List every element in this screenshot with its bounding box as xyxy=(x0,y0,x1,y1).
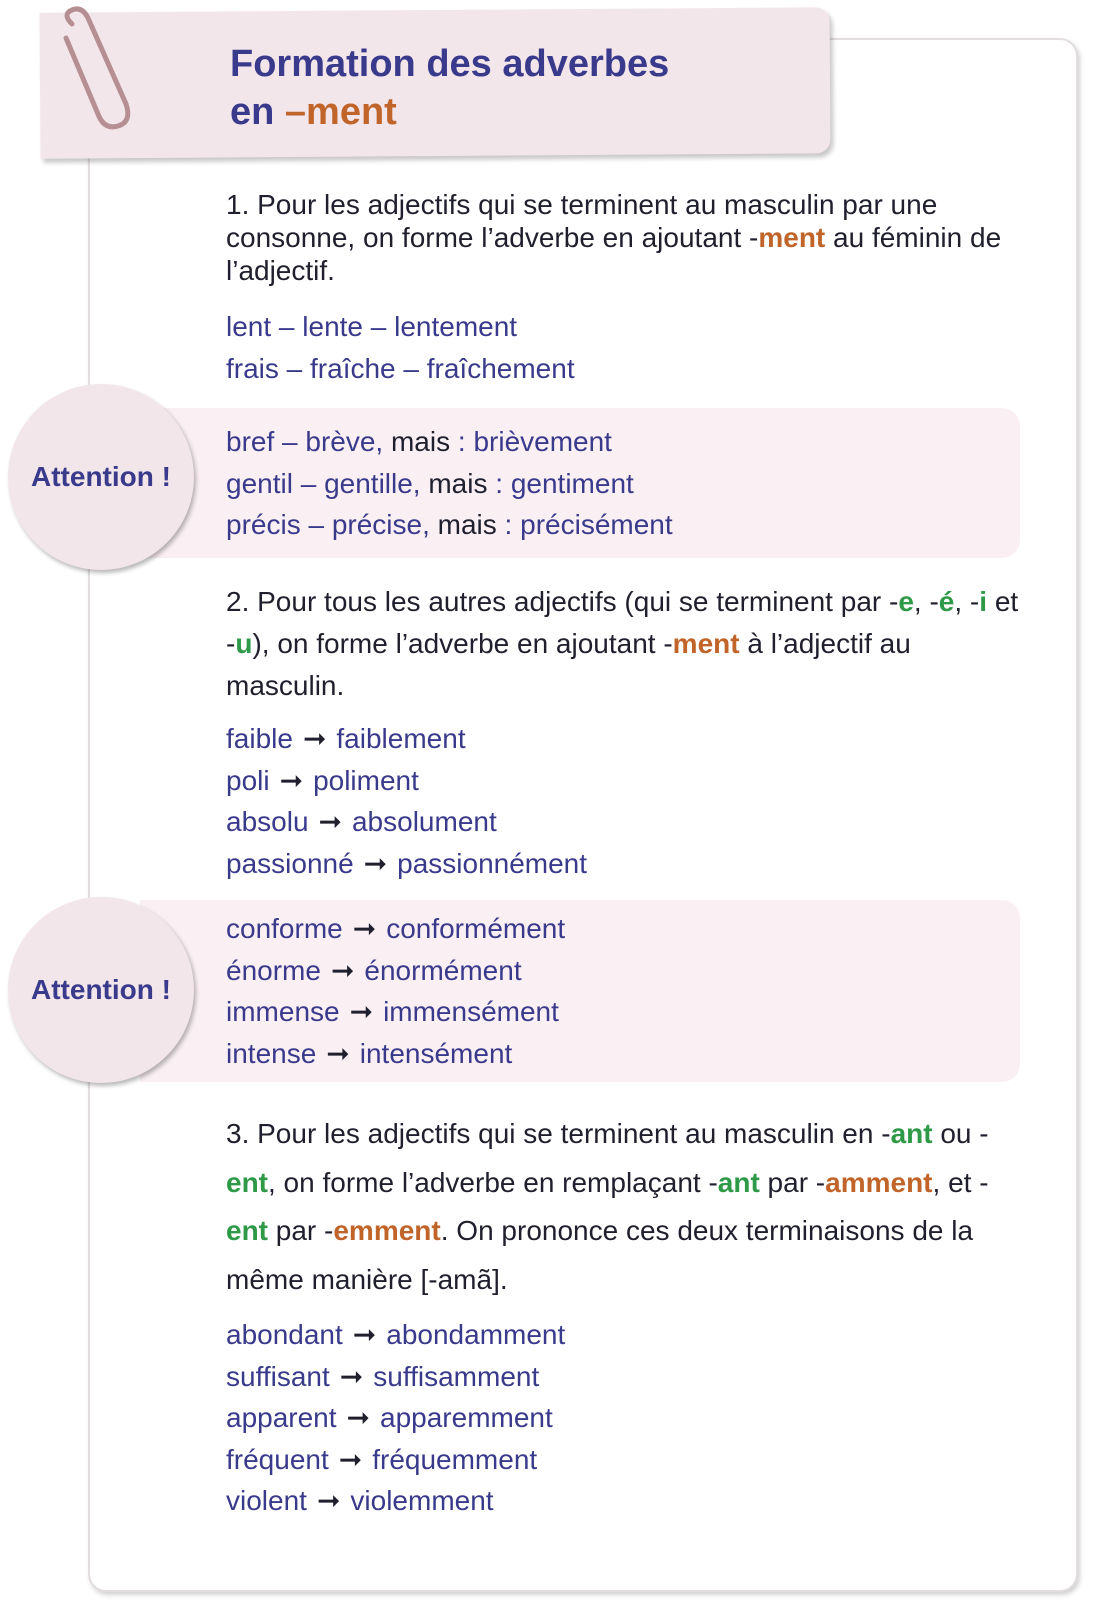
attention2-examples xyxy=(226,908,1006,1074)
example-row: gentil – gentille, mais : gentiment xyxy=(226,467,634,499)
rule1-text: 1. Pour les adjectifs qui se terminent au masculin par une consonne, on forme l’adverbe en ajoutant -ment au féminin de l’adjectif. xyxy=(226,189,1002,286)
arrow-icon: ➞ xyxy=(363,847,388,879)
example-row: conforme ➞ conformément xyxy=(226,913,566,944)
title-line2: en –ment xyxy=(230,91,397,133)
example-row: précis – précise, mais : précisément xyxy=(226,509,673,540)
example-row: frais – fraîche – fraîchement xyxy=(226,352,575,384)
paperclip-icon xyxy=(52,4,142,134)
example-row: lent – lente – lentement xyxy=(226,311,518,342)
example-row: faible ➞ faiblement xyxy=(226,723,466,754)
example-row: apparent ➞ apparemment xyxy=(226,1402,553,1433)
page-title xyxy=(230,40,830,136)
attention1-examples xyxy=(226,421,1006,546)
example-row: violent ➞ violemment xyxy=(226,1485,494,1516)
arrow-icon: ➞ xyxy=(338,1443,363,1475)
rule2-text: 2. Pour tous les autres adjectifs (qui se terminent par -e, -é, -i et -u), on forme l’adverbe en ajoutant -ment à l’adjectif au masculin. xyxy=(226,586,1019,701)
rule3-examples xyxy=(226,1314,1006,1522)
arrow-icon: ➞ xyxy=(346,1402,371,1433)
example-row: fréquent ➞ fréquemment xyxy=(226,1443,538,1475)
arrow-icon: ➞ xyxy=(352,913,377,944)
arrow-icon: ➞ xyxy=(316,1485,341,1516)
example-row: poli ➞ poliment xyxy=(226,764,419,796)
attention-badge-2: Attention ! xyxy=(8,897,194,1083)
example-row: suffisant ➞ suffisamment xyxy=(226,1360,540,1392)
example-row: intense ➞ intensément xyxy=(226,1037,513,1069)
example-row: passionné ➞ passionnément xyxy=(226,847,588,879)
title-suffix: –ment xyxy=(284,91,397,133)
example-row: bref – brève, mais : brièvement xyxy=(226,426,612,457)
title-line1: Formation des adverbes xyxy=(230,43,670,85)
arrow-icon: ➞ xyxy=(352,1319,377,1350)
rule3-text: 3. Pour les adjectifs qui se terminent au masculin en -ant ou -ent, on forme l’adverbe en remplaçant -ant par -amment, et -ent par -emment. On prononce ces deux terminaisons de la même manière [-amã]. xyxy=(226,1118,989,1295)
attention-badge-1: Attention ! xyxy=(8,384,194,570)
example-row: énorme ➞ énormément xyxy=(226,954,522,986)
arrow-icon: ➞ xyxy=(318,806,342,837)
arrow-icon: ➞ xyxy=(330,954,355,986)
arrow-icon: ➞ xyxy=(279,764,304,796)
arrow-icon: ➞ xyxy=(326,1037,350,1069)
rule2-examples xyxy=(226,718,1006,884)
arrow-icon: ➞ xyxy=(349,996,374,1027)
example-row: absolu ➞ absolument xyxy=(226,806,497,837)
example-row: abondant ➞ abondamment xyxy=(226,1319,566,1350)
arrow-icon: ➞ xyxy=(302,723,327,754)
example-row: immense ➞ immensément xyxy=(226,996,559,1027)
arrow-icon: ➞ xyxy=(339,1360,364,1392)
rule1-examples xyxy=(226,306,1006,389)
